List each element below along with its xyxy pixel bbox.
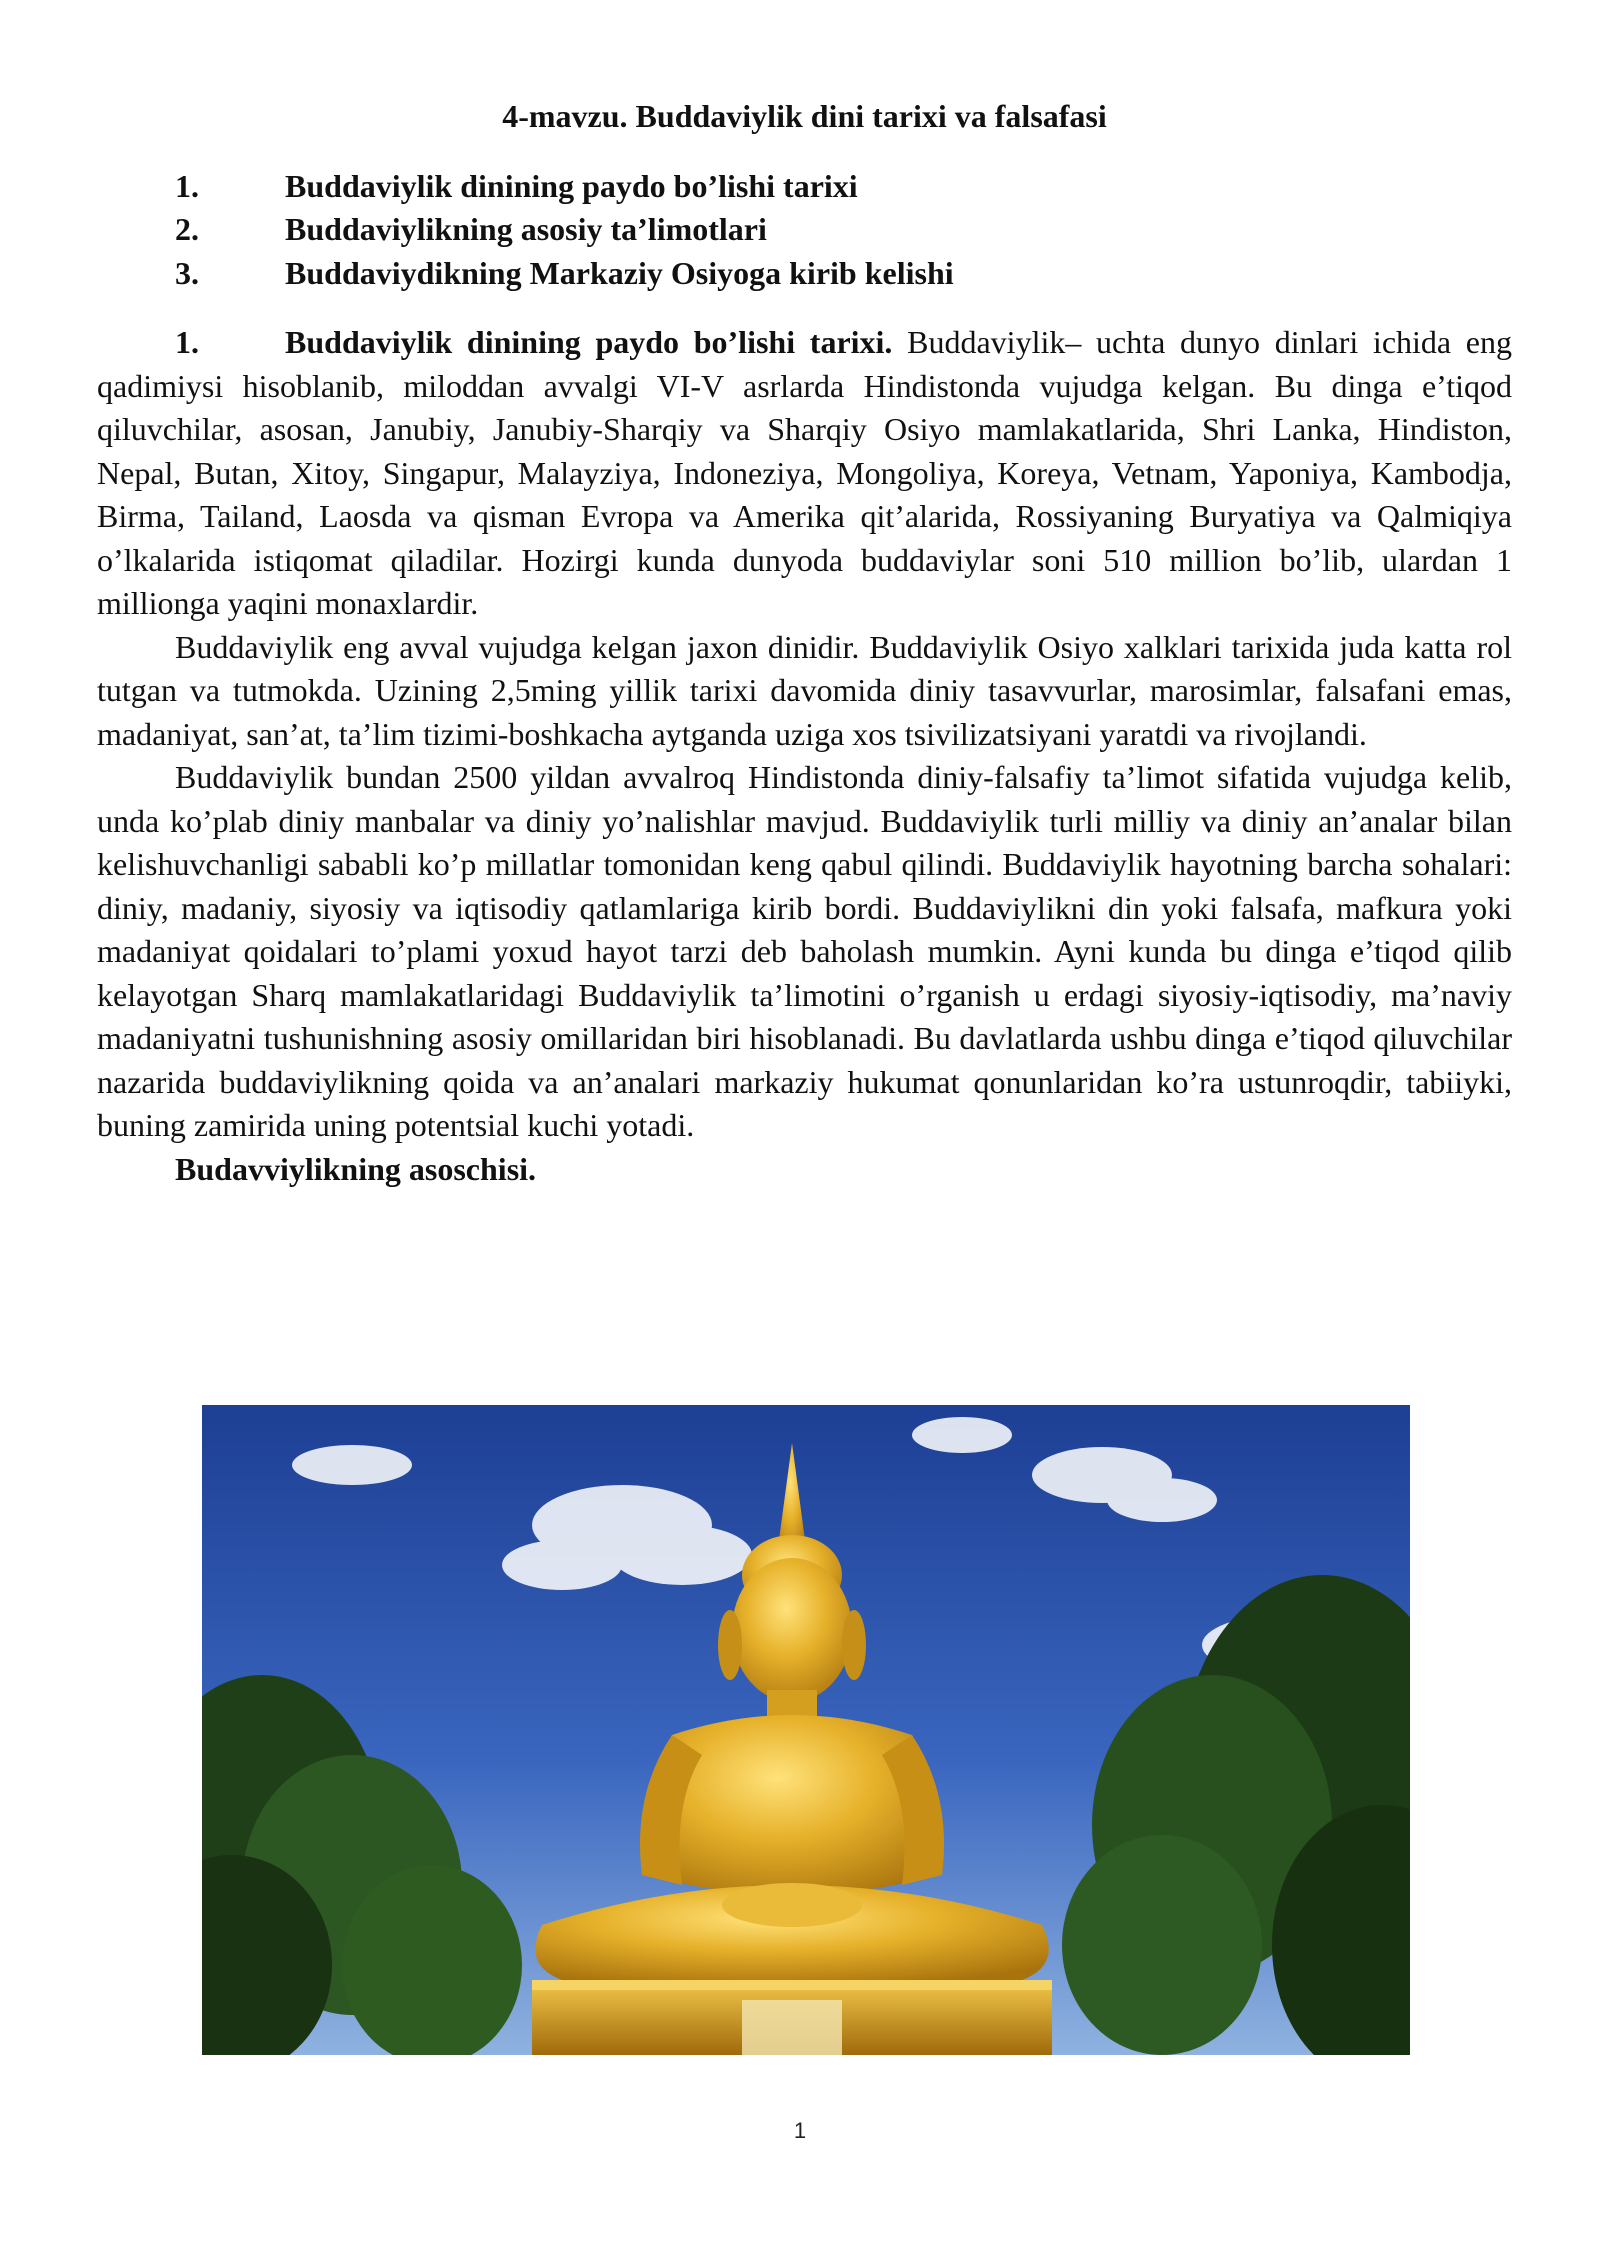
buddha-statue-photo (202, 1405, 1410, 2055)
outline-item (97, 165, 1512, 209)
section-number: 1. (175, 324, 199, 360)
outline-text: Buddaviydikning Markaziy Osiyoga kirib kelishi (285, 254, 954, 291)
body-paragraph: Buddaviylik eng avval vujudga kelgan jaxon dinidir. Buddaviylik Osiyo xalklari tarixida juda katta rol tutgan va tutmokda. Uzining 2,5ming yillik tarixi davomida diniy tasavvurlar, marosimlar, falsafani emas, madaniyat, san’at, ta’lim tizimi-boshkacha aytganda uziga xos tsivilizatsiyani yaratdi va rivojlandi. (97, 628, 1512, 752)
outline-number: 3. (175, 254, 199, 291)
topic-outline (97, 165, 1512, 296)
subheading: Budavviylikning asoschisi. (175, 1150, 537, 1187)
outline-text: Buddaviylik dinining paydo bo’lishi tarixi (285, 167, 858, 204)
page-content (97, 95, 1512, 1191)
section-lead-text: Buddaviylik– uchta dunyo dinlari ichida eng qadimiysi hisoblanib, miloddan avvalgi VI-V asrlarda Hindistonda vujudga kelgan. Bu dinga e’tiqod qiluvchilar, asosan, Janubiy, Janubiy-Sharqiy va Sharqiy Osiyo mamlakatlarida, Shri Lanka, Hindiston, Nepal, Butan, Xitoy, Singapur, Malayziya, Indoneziya, Mongoliya, Koreya, Vetnam, Yaponiya, Kambodja, Birma, Tailand, Laosda va qisman Evropa va Amerika qit’alarida, Rossiyaning Buryatiya va Qalmiqiya o’lkalarida istiqomat qiladilar. Hozirgi kunda dunyoda buddaviylar soni 510 million bo’lib, ulardan 1 millionga yaqini monaxlardir. (97, 324, 1513, 621)
section-1-paragraph (97, 321, 1512, 626)
outline-text: Buddaviylikning asosiy ta’limotlari (285, 211, 767, 247)
outline-item (97, 208, 1512, 252)
page-number: 1 (793, 2118, 807, 2143)
body-paragraph: Buddaviylik bundan 2500 yildan avvalroq Hindistonda diniy-falsafiy ta’limot sifatida vujudga kelib, unda ko’plab diniy manbalar va diniy yo’nalishlar mavjud. Buddaviylik turli milliy va diniy an’analar bilan kelishuvchanligi sababli ko’p millatlar tomonidan keng qabul qilindi. Buddaviylik hayotning barcha sohalari: diniy, madaniy, siyosiy va iqtisodiy qatlamlariga kirib bordi. Buddaviylikni din yoki falsafa, mafkura yoki madaniyat qoidalari to’plami yoxud hayot tarzi deb baholash mumkin. Ayni kunda bu dinga e’tiqod qilib kelayotgan Sharq mamlakatlaridagi Buddaviylik ta’limotini o’rganish u erdagi siyosiy-iqtisodiy, ma’naviy madaniyatni tushunishning asosiy omillaridan biri hisoblanadi. Bu davlatlarda ushbu dinga e’tiqod qiluvchilar nazarida buddaviylikning qoida va an’analari markaziy hukumat qonunlaridan ko’ra ustunroqdir, tabiiyki, buning zamirida uning potentsial kuchi yotadi. (97, 759, 1512, 1143)
outline-number: 1. (175, 167, 199, 204)
buddha-statue-illustration (202, 1405, 1410, 2055)
section-heading: Buddaviylik dinining paydo bo’lishi tarixi. (285, 324, 893, 360)
page-title: 4-mavzu. Buddaviylik dini tarixi va falsafasi (502, 98, 1107, 134)
outline-item (97, 252, 1512, 296)
outline-number: 2. (175, 211, 199, 247)
